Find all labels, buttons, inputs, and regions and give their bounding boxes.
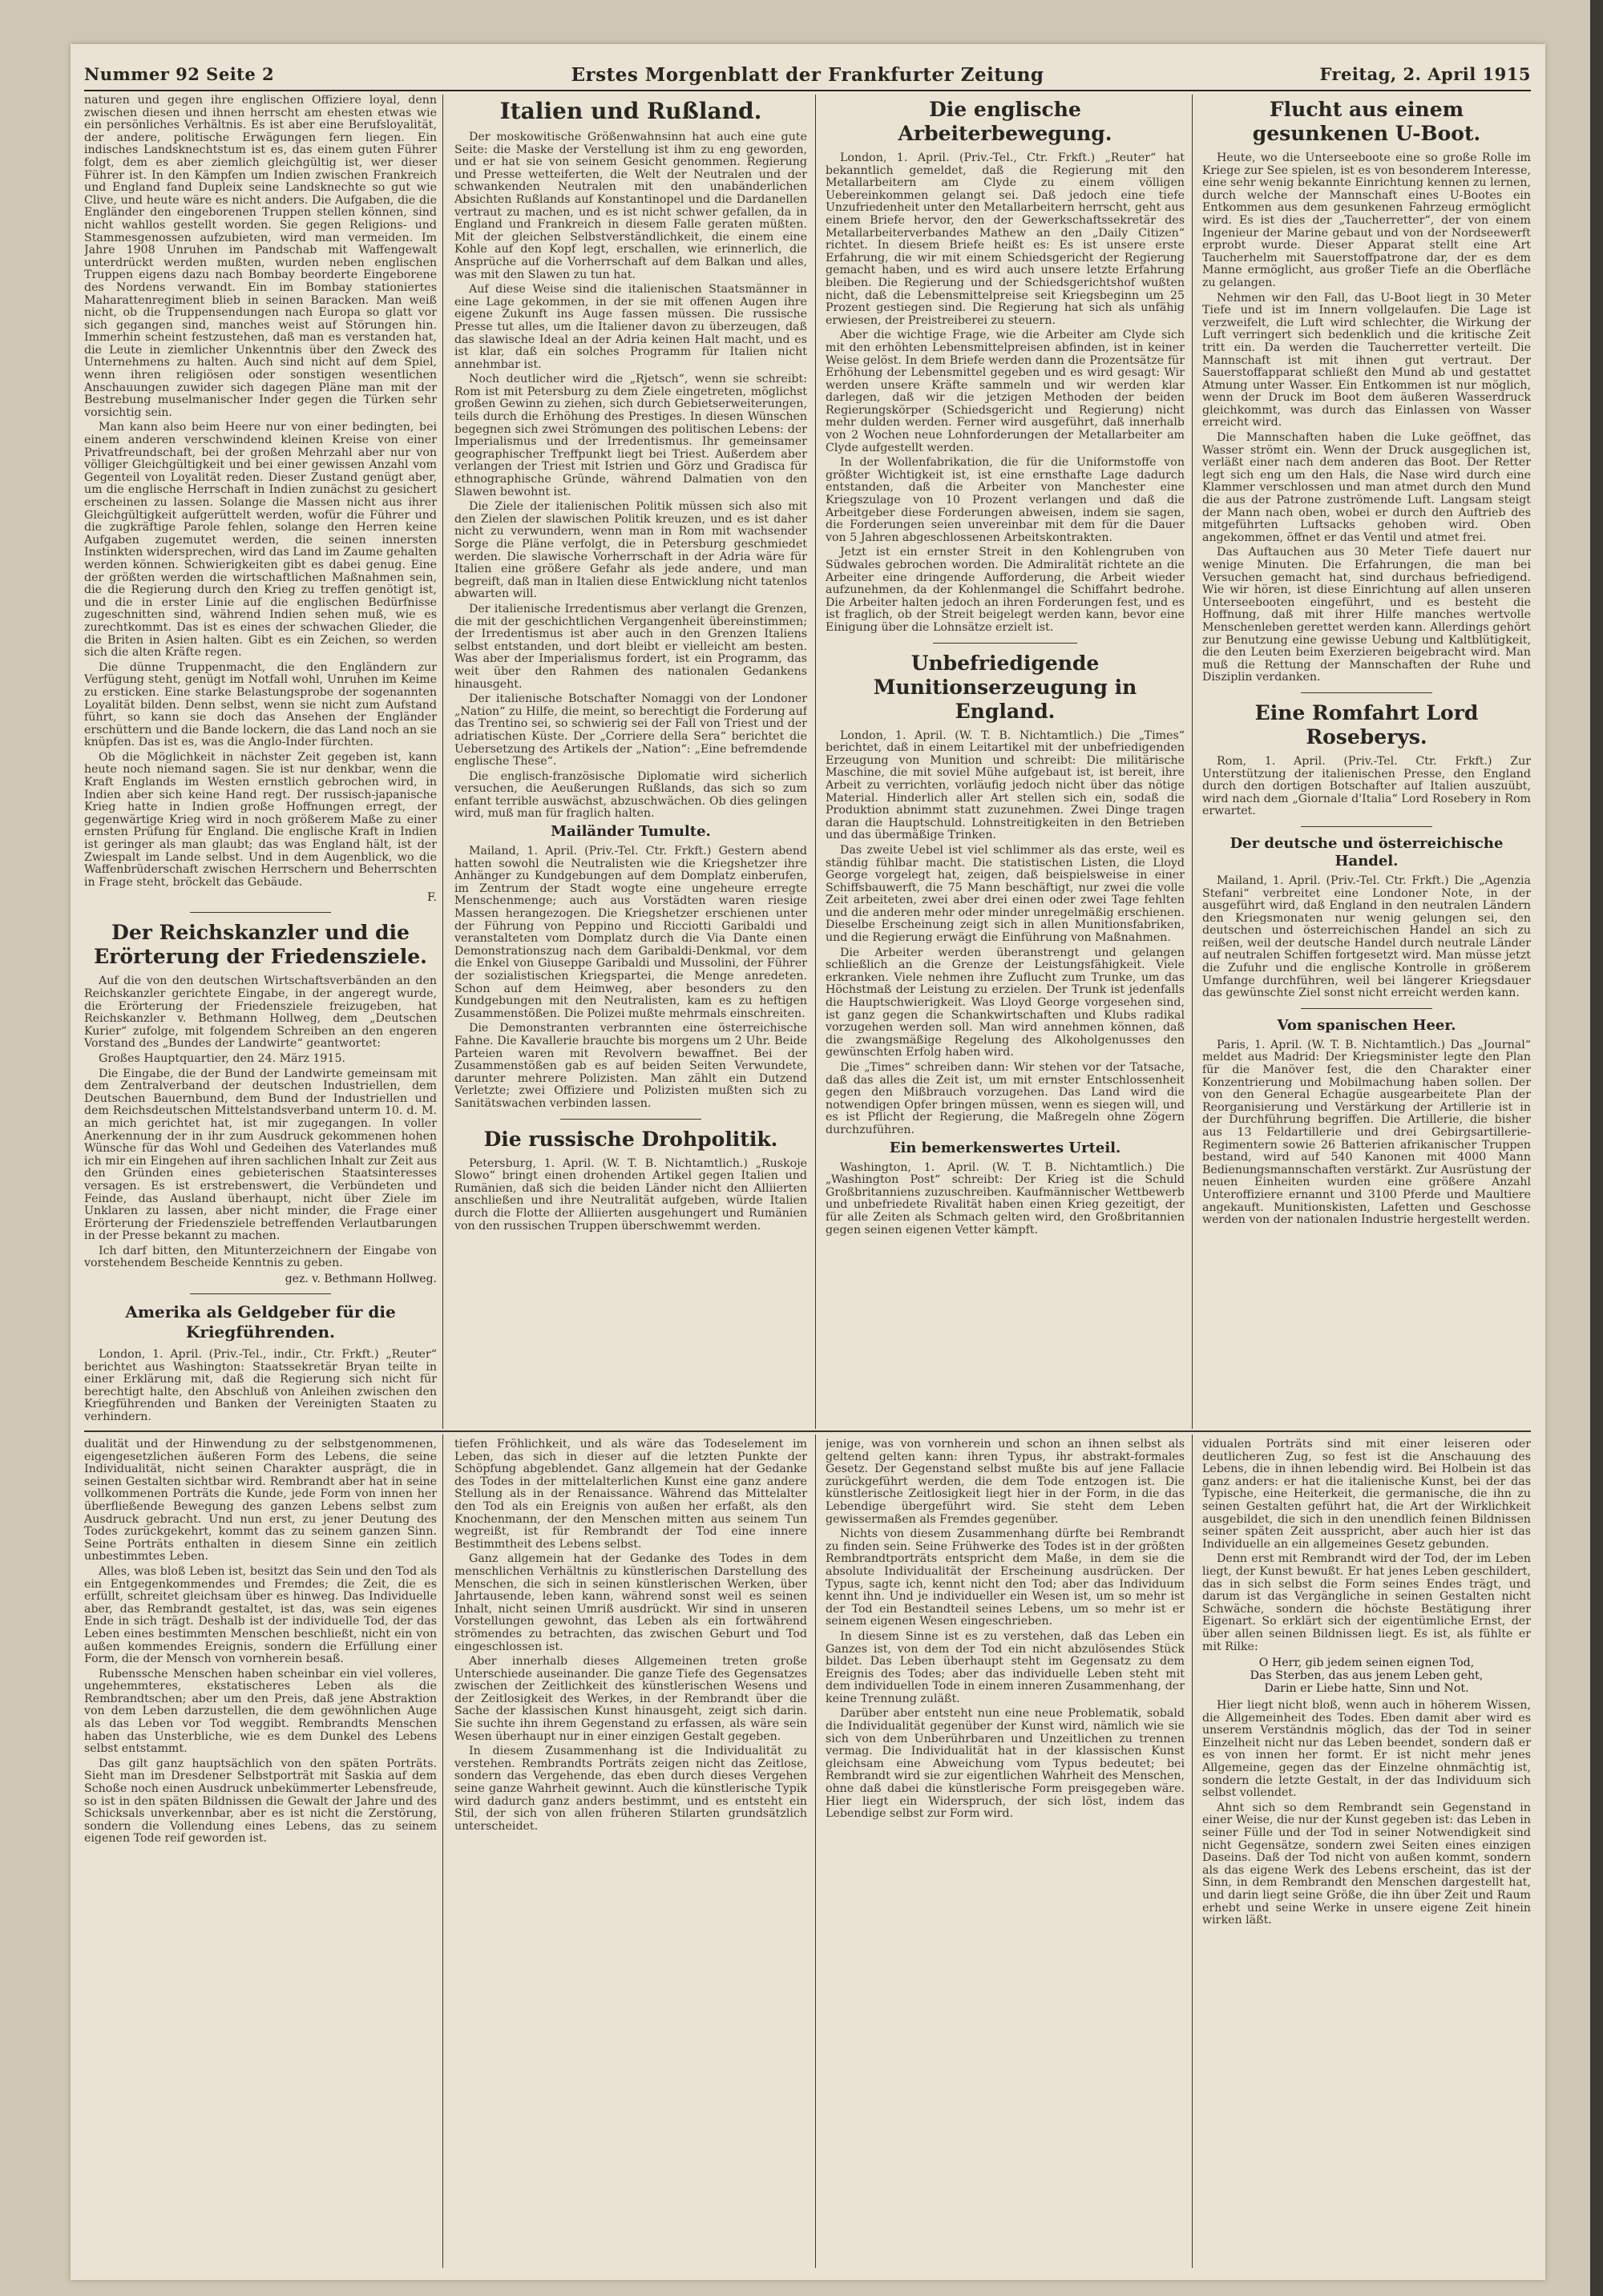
- body-paragraph: Jetzt ist ein ernster Streit in den Kohlengruben von Südwales gebrochen worden. Die Admiralität richtete an die Arbeiter eine dringende Aufforderung, die Arbeit wieder aufzunehmen, da der Kohlenmangel die Schiffahrt bedrohe. Die Arbeiter halten jedoch an ihren Forderungen fest, und es ist fraglich, ob der Streit beigelegt werden kann, bevor eine Einigung über die Lohnsätze erzielt ist.: [826, 546, 1185, 634]
- verse-line: Darin er Liebe hatte, Sinn und Not.: [1264, 1682, 1469, 1696]
- newspaper-title: Erstes Morgenblatt der Frankfurter Zeitung: [571, 64, 1044, 86]
- body-paragraph: Das gilt ganz hauptsächlich von den späten Porträts. Sieht man im Dresdener Selbstporträt mit Saskia auf dem Schoße noch einen Ausdruck unbekümmerter Lebensfreude, so ist in den späten Bildnissen die Gewalt der Jahre und des Schicksals unverkennbar, aber es ist nicht die Zerstörung, sondern die Vollendung eines Lebens, das zu seinem eigenen Tode reif geworden ist.: [84, 1757, 437, 1846]
- body-paragraph: vidualen Porträts sind mit einer leiseren oder deutlicheren Zug, so fest ist die Anschauung des Lebens, die in ihnen lebendig wird. Bei Holbein ist das ganz anders: er hat die italienische Kunst, bei der das Typische, eine Heiterkeit, die germanische, die ihn zu seinen Gestalten geführt hat, die Art der Wirklichkeit ausgebildet, die sich in den unendlich feinen Bildnissen seiner späten Zeit ausspricht, aber auch hier ist das Individuelle an ein allgemeines Gesetz gebunden.: [1202, 1439, 1531, 1551]
- column-3: [826, 95, 1185, 1429]
- column-1: [84, 95, 437, 1429]
- body-paragraph: Alles, was bloß Leben ist, besitzt das Sein und den Tod als ein Entgegenkommendes und Fremdes; die Zeit, die es erfüllt, schreitet gleichsam über es hinweg. Das Individuelle aber, das Rembrandt gestaltet, ist das, was sein eigenes Ende in sich trägt. Deshalb ist der individuelle Tod, der das Leben eines bestimmten Menschen beschließt, nicht ein von außen kommendes Ereignis, sondern die Erfüllung einer Form, die der Mensch von vornherein besaß.: [84, 1564, 437, 1666]
- body-paragraph: Nehmen wir den Fall, das U-Boot liegt in 30 Meter Tiefe und ist im Innern vollgelaufen. Die Lage ist verzweifelt, die Luft wird schlechter, die Wirkung der Luft verringert sich bedenklich und die kritische Zeit tritt ein. Da werden die Taucherretter verteilt. Die Mannschaft ist mit ihnen gut vertraut. Der Sauerstoffapparat schließt den Mund ab und gestattet Atmung unter Wasser. Ein Entkommen ist nur möglich, wenn der Druck im Boot dem äußeren Wasserdruck gleichkommt, was durch das Einlassen von Wasser erreicht wird.: [1202, 291, 1531, 430]
- separator: [1301, 1008, 1432, 1009]
- body-paragraph: Die dünne Truppenmacht, die den Engländern zur Verfügung steht, genügt im Notfall wohl, Unruhen im Keime zu ersticken. Eine starke Belastungsprobe der sogenannten Loyalität bilden. Denn selbst, wenn sie nicht zum Aufstand führt, so kann sie doch das Ansehen der Engländer erschüttern und die Bande lockern, die das Land noch an sie knüpfen. Das ist es, was die Anglo-Inder fürchten.: [84, 660, 437, 749]
- page-edge: [1590, 0, 1603, 2296]
- separator: [1301, 826, 1432, 827]
- body-paragraph: Heute, wo die Unterseeboote eine so große Rolle im Kriege zur See spielen, ist es von besonderem Interesse, eine sehr wenig bekannte Einrichtung kennen zu lernen, durch welche der Mannschaft eines U-Bootes ein Entkommen aus dem gesunkenen Fahrzeug ermöglicht wird. Es ist dies der „Taucherretter“, der von einem Ingenieur der Marine gebaut und von der Nordseewerft erprobt wurde. Dieser Apparat stellt eine Art Taucherhelm mit Sauerstoffpatrone dar, der es dem Manne ermöglicht, aus großer Tiefe an die Oberfläche zu gelangen.: [1202, 151, 1531, 289]
- body-paragraph: Auf diese Weise sind die italienischen Staatsmänner in eine Lage gekommen, in der sie mit offenen Augen ihre eigene Zukunft ins Auge fassen müssen. Die russische Presse tut alles, um die Italiener davon zu überzeugen, daß das slawische Ideal an der Adria keinen Halt macht, und es ist klar, daß ein solches Programm für Italien nicht annehmbar ist.: [454, 283, 807, 371]
- body-paragraph: Die Demonstranten verbrannten eine österreichische Fahne. Die Kavallerie brauchte bis morgens um 2 Uhr. Beide Parteien waren mit Revolvern bewaffnet. Bei der Zusammenstößen gab es auf beiden Seiten Verwundete, darunter mehrere Polizisten. Man zählt ein Dutzend Verletzte; zwei Offiziere und Polizisten mußten sich zu Sanitätswachen verbinden lassen.: [454, 1022, 807, 1110]
- body-paragraph: jenige, was von vornherein und schon an ihnen selbst als geltend gelten kann: ihren Typus, ihr abstrakt-formales Gesetz. Der Gegenstand selbst mußte bis auf jene Fallacie zurückgeführt werden, die dem Tode entzogen ist. Die künstlerische Zeitlosigkeit liegt hier in der Form, in die das Lebendige übergeführt wird. Sie steht dem Leben gewissermaßen als Fremdes gegenüber.: [826, 1439, 1185, 1526]
- author-initial: F.: [427, 891, 437, 905]
- body-paragraph: Petersburg, 1. April. (W. T. B. Nichtamtlich.) „Ruskoje Slowo“ bringt einen drohenden Artikel gegen Italien und Rumänien, daß sich die beiden Länder nicht den Alliierten anschließen und ihre Neutralität aufgeben, würde Italien durch die Flotte der Alliierten ausgehungert und Rumänien von den russischen Truppen überschwemmt werden.: [454, 1156, 807, 1233]
- poem-quote: [1202, 1656, 1531, 1695]
- separator: [190, 912, 331, 913]
- issue-number: Nummer 92 Seite 2: [84, 64, 275, 84]
- column-rule: [1192, 95, 1193, 1429]
- article-subheading: Vom spanischen Heer.: [1277, 1016, 1456, 1034]
- feuilleton-column-2: [454, 1439, 807, 2264]
- body-paragraph: Mailand, 1. April. (Priv.-Tel. Ctr. Frkft.) Die „Agenzia Stefani“ verbreitet eine Londoner Note, in der ausgeführt wird, daß England in den neutralen Ländern den Kriegsmonaten nur wenig gelungen sei, den deutschen und österreichischen Handel an sich zu reißen, weil der deutsche Handel durch neutrale Länder auf neutralen Schiffen fortgesetzt wird. Man müsse jetzt die Zufuhr und die englische Kontrolle in größerem Umfange durchführen, weil bei längerer Kriegsdauer das gewünschte Ziel sonst nicht erreicht werden kann.: [1202, 874, 1531, 1000]
- feuilleton-column-1: [84, 1439, 437, 2264]
- body-paragraph: Aber die wichtige Frage, wie die Arbeiter am Clyde sich mit den erhöhten Lebensmittelpreisen abfinden, ist in keiner Weise gelöst. In dem Briefe werden dann die Prozentsätze für Erhöhung der Lebensmittel gegeben und es wird gesagt: Wir werden unsere Kräfte sammeln und wir werden klar darlegen, daß wir die jetzigen Methoden der beiden Regierungskörper (Schiedsgericht und Regierung) nicht mehr dulden werden. Ferner wird ausgeführt, daß innerhalb von 2 Wochen neue Lohnforderungen der Metallarbeiter am Clyde aufgestellt werden.: [826, 329, 1185, 454]
- feuilleton-column-3: [826, 1439, 1185, 2264]
- body-paragraph: Die Eingabe, die der Bund der Landwirte gemeinsam mit dem Zentralverband der deutschen Industriellen, dem Deutschen Bauernbund, dem Bund der Industriellen und dem Reichsdeutschen Mittelstandsverband unterm 10. d. M. an mich gerichtet hat, ist mir zugegangen. In voller Anerkennung der in ihr zum Ausdruck gekommenen hohen Wünsche für das Wohl und Gedeihen des Vaterlandes muß ich mir ein Eingehen auf ihren sachlichen Inhalt zur Zeit aus den Gründen eines gebieterischen Staatsinteresses versagen. Es ist erstrebenswert, die Verbündeten und Feinde, das Ausland überhaupt, nicht über Ziele im Unklaren zu lassen, aber nicht minder, die Frage einer Erörterung der Friedensziele betreffenden Verlautbarungen in der Presse bekannt zu machen.: [84, 1067, 437, 1243]
- article-heading: Der Reichskanzler und die Erörterung der Friedensziele.: [94, 921, 427, 969]
- body-paragraph: Mailand, 1. April. (Priv.-Tel. Ctr. Frkft.) Gestern abend hatten sowohl die Neutralisten wie die Kriegshetzer ihre Anhänger zu Kundgebungen auf dem Domplatz einberufen, im Zentrum der Stadt wogte eine ungeheure erregte Menschenmenge; auch aus Vorstädten waren riesige Massen herangezogen. Die Kriegshetzer erschienen unter der Führung von Peppino und Ricciotti Garibaldi und veranstalteten vom Domplatz durch die Via Dante einen Demonstrationszug nach dem Garibaldi-Denkmal, vor dem die Enkel von Giuseppe Garibaldi und Mussolini, der Führer der sozialistischen Kriegspartei, die Menge anredeten. Schon auf dem Heimweg, aber besonders zu den Kundgebungen mit den Neutralisten, kam es zu heftigen Zusammenstößen. Die Polizei mußte mehrmals einschreiten.: [454, 845, 807, 1020]
- body-paragraph: tiefen Fröhlichkeit, und als wäre das Todeselement im Leben, das sich in dieser auf die letzten Punkte der Schöpfung abgeblendet. Ganz allgemein hat der Gedanke des Todes in der mittelalterlichen Kunst eine ganz andere Stellung als in der Renaissance. Während das Mittelalter den Tod als ein Ereignis von außen her erfaßt, als den Knochenmann, der den Menschen mitten aus seinem Tun wegreißt, ist für Rembrandt der Tod eine innere Bestimmtheit des Lebens selbst.: [454, 1439, 807, 1551]
- body-paragraph: London, 1. April. (W. T. B. Nichtamtlich.) Die „Times“ berichtet, daß in einem Leitartikel mit der unbefriedigenden Erzeugung von Munition und schreibt: Die militärische Maschine, die mit soviel Mühe aufgebaut ist, ist bereit, ihre Arbeit zu verrichten, vorläufig jedoch nicht über das nötige Material. Hinderlich aller Art stellen sich ein, sodaß die Produktion abnimmt statt zuzunehmen. Zwei Dinge tragen daran die Hauptschuld. Lohnstreitigkeiten in den Betrieben und das übermäßige Trinken.: [826, 728, 1185, 842]
- body-paragraph: Nichts von diesem Zusammenhang dürfte bei Rembrandt zu finden sein. Seine Frühwerke des Todes ist in der größten Rembrandtporträts entspricht dem Maße, in dem sie die absolute Individualität der Erscheinung ausdrücken. Der Typus, sagte ich, kennt nicht den Tod; aber das Individuum kennt ihn. Und je individueller ein Wesen ist, um so mehr ist der Tod ein Bestandteil seines Lebens, um so mehr ist er seinem eigenen Wesen eingeschrieben.: [826, 1527, 1185, 1628]
- body-paragraph: Washington, 1. April. (W. T. B. Nichtamtlich.) Die „Washington Post“ schreibt: Der Krieg ist die Schuld Großbritanniens zuzuschreiben. Kaufmännischer Wettbewerb und unbefriedete Rivalität haben einen Krieg gezeitigt, der für alle Zeiten als Schmach gelten wird, den Großbritannien gegen seinen eigenen Vetter kämpft.: [826, 1160, 1185, 1237]
- article-heading: Die englische Arbeiterbewegung.: [898, 98, 1112, 145]
- body-paragraph: London, 1. April. (Priv.-Tel., Ctr. Frkft.) „Reuter“ hat bekanntlich gemeldet, daß die Regierung mit den Metallarbeitern am Clyde zu einem völligen Uebereinkommen gelangt sei. Daß jedoch eine tiefe Unzufriedenheit unter den Metallarbeitern herrscht, geht aus einem Briefe hervor, den der Gewerkschaftssekretär des Metallarbeiterverbandes Mathew an den „Daily Citizen“ richtet. In diesem Briefe heißt es: Es ist unsere erste Erfahrung, die wir mit einem Schiedsgericht der Regierung gemacht haben, und es wird auch unsere letzte Erfahrung bleiben. Die Regierung und der Schiedsgerichtshof wußten nicht, daß die Lebensmittelpreise seit Kriegsbeginn um 25 Prozent gestiegen sind. Die Regierung hat sich als unfähig erwiesen, der Preistreiberei zu steuern.: [826, 151, 1185, 327]
- article-heading: Amerika als Geldgeber für die Kriegführenden.: [125, 1302, 396, 1342]
- article-heading: Italien und Rußland.: [499, 98, 762, 124]
- column-rule: [815, 1434, 816, 2268]
- body-paragraph: Großes Hauptquartier, den 24. März 1915.: [99, 1051, 345, 1065]
- body-paragraph: Die englisch-französische Diplomatie wird sicherlich versuchen, die Aeußerungen Rußlands, das sich so zum enfant terrible auswächst, abzuschwächen. Ob dies gelingen wird, muß man für fraglich halten.: [454, 769, 807, 821]
- body-paragraph: London, 1. April. (Priv.-Tel., indir., Ctr. Frkft.) „Reuter“ berichtet aus Washington: Staatssekretär Bryan teilte in einer Erklärung mit, daß die Regierung sich nicht für berechtigt halte, den Abschluß von Anleihen zwischen den Kriegführenden und Banken der Vereinigten Staaten zu verhindern.: [84, 1348, 437, 1424]
- masthead: [84, 63, 1531, 91]
- article-heading: Die russische Drohpolitik.: [483, 1127, 778, 1151]
- body-paragraph: Die Ziele der italienischen Politik müssen sich also mit den Zielen der slawischen Politik kreuzen, und es ist daher nicht zu verwundern, wenn man in Rom mit wachsender Sorge die Pläne verfolgt, die in Petersburg geschmiedet werden. Die slawische Vorherrschaft in der Adria wäre für Italien eine größere Gefahr als jede andere, und man begreift, daß man in Italien diese Entwicklung nicht tatenlos abwarten will.: [454, 500, 807, 601]
- body-paragraph: Der italienische Botschafter Nomaggi von der Londoner „Nation“ zu Hilfe, die meint, so berechtigt die Forderung auf das Trentino sei, so schwierig sei der Fall von Triest und der adriatischen Küste. Der „Corriere della Sera“ berichtet die Uebersetzung des Artikels der „Nation“: „Eine befremdende englische These“.: [454, 692, 807, 769]
- separator: [560, 1119, 701, 1120]
- body-paragraph: Denn erst mit Rembrandt wird der Tod, der im Leben liegt, der Kunst bewußt. Er hat jenes Leben geschildert, das in sich selbst die Form seines Endes trägt, und darum ist das Vergängliche in seinen Gestalten nicht Schwäche, sondern die höchste Bestätigung ihrer Eigenart. So erklärt sich der eigentümliche Ernst, der über allen seinen Bildnissen liegt. Es ist, als fühlte er mit Rilke:: [1202, 1552, 1531, 1653]
- body-paragraph: Rubenssche Menschen haben scheinbar ein viel volleres, ungehemmteres, ekstatischeres Leben als die Rembrandtschen; aber um den Preis, daß jene Abstraktion von dem Leben darzustellen, die dem gewöhnlichen Auge als das Leben vor Tod weggibt. Rembrandts Menschen haben das Unsterbliche, wie es dem Dunkel des Lebens selbst entstammt.: [84, 1667, 437, 1756]
- body-paragraph: Das zweite Uebel ist viel schlimmer als das erste, weil es ständig fühlbar macht. Die statistischen Listen, die Lloyd George vorgelegt hat, zeigen, daß beispielsweise in einer Schiffsbauwerft, die 75 Mann beschäftigt, nur zwei die volle Zeit arbeiteten, zwei aber drei einen oder zwei Tage fehlten und die anderen mehr oder minder unregelmäßig erschienen. Dieselbe Erscheinung zeigt sich in allen Munitionsfabriken, und die Regierung erwägt die Einführung von Maßnahmen.: [826, 843, 1185, 945]
- article-heading: Flucht aus einem gesunkenen U-Boot.: [1252, 98, 1481, 145]
- body-paragraph: dualität und der Hinwendung zu der selbstgenommenen, eigengesetzlichen äußeren Form des Lebens, die seine Individualität, nicht seinen Charakter ausprägt, die in seinen Gestalten sichtbar wird. Rembrandt aber hat in seine vollkommenen Porträts die Kunde, jede Form von innen her überfließende Bewegung des ganzen Lebens selbst zum Ausdruck gebracht. Und nun erst, zu jener Deutung des Todes zurückgekehrt, kommt das zu seinem ganzen Sinn. Seine Porträts enthalten in diesem Sinne ein zeitlich unbestimmtes Leben.: [84, 1439, 437, 1564]
- body-paragraph: Der moskowitische Größenwahnsinn hat auch eine gute Seite: die Maske der Verstellung ist ihm zu eng geworden, und er hat sie von seinem Gesicht genommen. Regierung und Presse wetteiferten, die Welt der Neutralen und der schwankenden Neutralen mit den unabänderlichen Absichten Rußlands auf Konstantinopel und die Dardanellen vertraut zu machen, und es ist nicht schwer gefallen, da in England und Frankreich in diesem Falle geraten müßten. Mit der gleichen Selbstverständlichkeit, die einem eine Kohle auf den Kopf legt, erschallen, wie erinnerlich, die Ansprüche auf die Vorherrschaft auf dem Balkan und alles, was mit den Slawen zu tun hat.: [454, 131, 807, 281]
- body-paragraph: Rom, 1. April. (Priv.-Tel. Ctr. Frkft.) Zur Unterstützung der italienischen Presse, den England durch den dortigen Botschafter auf Italien auszuübt, wird nach dem „Giornale d'Italia“ Lord Rosebery in Rom erwartet.: [1202, 754, 1531, 818]
- body-paragraph: Das Auftauchen aus 30 Meter Tiefe dauert nur wenige Minuten. Die Erfahrungen, die man bei Versuchen gemacht hat, sind durchaus befriedigend. Wie wir hören, ist diese Einrichtung auf allen unseren Unterseebooten eingeführt, und es besteht die Hoffnung, daß mit ihrer Hilfe manches wertvolle Menschenleben gerettet werden kann. Allerdings gehört zur Benutzung eine gewisse Uebung und Kaltblütigkeit, die den Leuten beim Exerzieren beigebracht wird. Man muß die Rettung der Mannschaften der Ruhe und Disziplin verdanken.: [1202, 546, 1531, 684]
- separator: [1301, 692, 1432, 693]
- body-paragraph: Man kann also beim Heere nur von einer bedingten, bei einem anderen verschwindend kleinen Kreise von einer Privatfreundschaft, bei der großen Mehrzahl aber nur von völliger Gleichgültigkeit und bei einer gewissen Anzahl vom Gegenteil von Loyalität reden. Dieser Zustand genügt aber, um die englische Herrschaft in Indien zunächst zu gesichert erscheinen zu lassen. Solange die Massen nicht aus ihrer Gleichgültigkeit aufgerüttelt werden, wofür die Führer und die zugkräftige Parole fehlen, solange den Herren keine Aufgaben zugemutet werden, die seinen innersten Instinkten widersprechen, wird das Land im Zaume gehalten werden können. Schwierigkeiten gibt es dabei genug. Eine der größten werden die wirtschaftlichen Maßnahmen sein, die die Regierung durch den Krieg zu treffen genötigt ist, und die in erster Linie auf die englischen Bedürfnisse zugeschnitten sind, während Indien sehen muß, wie es zurechtkommt. Das ist es eines der schwachen Glieder, die die Briten in Asien halten. Gibt es ein Zeichen, so werden sich die alten Kräfte regen.: [84, 421, 437, 660]
- body-paragraph: Die Mannschaften haben die Luke geöffnet, das Wasser strömt ein. Wenn der Druck ausgeglichen ist, verläßt einer nach dem anderen das Boot. Der Retter legt sich eng um den Hals, die Nase wird durch eine Klammer verschlossen und man atmet durch den Mund die aus der Patrone zuströmende Luft. Langsam steigt der Mann nach oben, wobei er durch den Auftrieb des mitgeführten Luftsacks gehoben wird. Oben angekommen, öffnet er das Ventil und atmet frei.: [1202, 431, 1531, 544]
- body-paragraph: In diesem Zusammenhang ist die Individualität zu verstehen. Rembrandts Porträts zeigen nicht das Zeitlose, sondern das Vergehende, das eben durch dieses Vergehen seine ganze Wahrheit gewinnt. Auch die künstlerische Typik wird dadurch ganz anders bestimmt, und es entsteht ein Stil, der sich von allen früheren Stilarten grundsätzlich unterscheidet.: [454, 1745, 807, 1833]
- body-paragraph: Ganz allgemein hat der Gedanke des Todes in dem menschlichen Verhältnis zu künstlerischen Darstellung des Menschen, die sich in seinen künstlerischen Werken, über Jahrtausende, leben kann, während sonst weil es seinen Inhalt, nicht seinen Umriß ausdrückt. Wir sind in unseren Vorstellungen gewohnt, das Leben als ein fortwährend strömendes zu betrachten, das zwischen Geburt und Tod eingeschlossen ist.: [454, 1552, 807, 1653]
- issue-date: Freitag, 2. April 1915: [1319, 64, 1531, 84]
- body-paragraph: In der Wollenfabrikation, die für die Uniformstoffe von größter Wichtigkeit ist, ist eine ernsthafte Lage dadurch entstanden, daß die Arbeiter von Manchester eine Kriegszulage von 10 Prozent verlangen und daß die Arbeitgeber diese Forderungen abweisen, indem sie sagen, die Forderungen seien unvereinbar mit dem für die Dauer von 5 Jahren abgeschlossenen Arbeitskontrakten.: [826, 456, 1185, 544]
- column-rule: [1192, 1434, 1193, 2268]
- body-paragraph: Hier liegt nicht bloß, wenn auch in höherem Wissen, die Allgemeinheit des Todes. Eben damit aber wird es unserem Verständnis möglich, das der Tod in seiner Einzelheit nicht nur das Leben beendet, sondern daß er es von innen her formt. Er ist nicht mehr jenes Allgemeine, gegen das der Einzelne ohnmächtig ist, sondern die letzte Gestalt, in der das Individuum sich selbst vollendet.: [1202, 1699, 1531, 1800]
- feuilleton-column-4: [1202, 1439, 1531, 2264]
- body-paragraph: Darüber aber entsteht nun eine neue Problematik, sobald die Individualität gegenüber der Kunst wird, nämlich wie sie sich von dem Unberührbaren und Unzeitlichen zu trennen vermag. Die Individualität hat in der klassischen Kunst gleichsam eine Abweichung vom Typus bedeutet; bei Rembrandt wird sie zur eigentlichen Wahrheit des Menschen, ohne daß dabei die künstlerische Form preisgegeben wäre. Hier liegt ein Widerspruch, der sich löst, indem das Lebendige selbst zur Form wird.: [826, 1707, 1185, 1821]
- body-paragraph: Paris, 1. April. (W. T. B. Nichtamtlich.) Das „Journal“ meldet aus Madrid: Der Kriegsminister legte den Plan für die Manöver fest, die den Charakter einer Konzentrierung und Mobilmachung haben sollen. Der von den General Echagüe ausgearbeitete Plan der Reorganisierung und Verstärkung der Artillerie ist in der Durchführung begriffen. Die Artillerie, die bisher aus 13 Feldartillerie und drei Gebirgsartillerie-Regimentern sowie 26 Batterien afrikanischer Truppen bestand, wird auf 540 Kanonen mit 4000 Mann Bedienungsmannschaften verstärkt. Zur Ausrüstung der neuen Einheiten wurden eine größere Anzahl Unteroffiziere ernannt und 3100 Pferde und Maultiere angekauft. Munitionskisten, Lafetten und Geschosse werden von der nationalen Industrie hergestellt werden.: [1202, 1038, 1531, 1227]
- body-paragraph: Noch deutlicher wird die „Rjetsch“, wenn sie schreibt: Rom ist mit Petersburg zu dem Ziele eingetreten, möglichst großen Gewinn zu ziehen, sich durch Gebietserweiterungen, teils durch die Erhöhung des Prestiges. In diesen Wünschen begegnen sich zwei Strömungen des politischen Lebens: der Imperialismus und der Irredentismus. Ihr gemeinsamer geographischer Treffpunkt liegt bei Triest. Außerdem aber verlangen der Triest mit Istrien und Görz und Gradisca für ethnographische Gründe, während Dalmatien von den Slawen bewohnt ist.: [454, 373, 807, 498]
- body-paragraph: Aber innerhalb dieses Allgemeinen treten große Unterschiede auseinander. Die ganze Tiefe des Gegensatzes zwischen der Zeitlichkeit des künstlerischen Wesens und der Zeitlosigkeit des Werkes, in der Rembrandt über die Sache der klassischen Kunst hinausgeht, zeigt sich darin. Sie suchte ihn ihrem Gegenstand zu erfassen, als wäre sein Wesen überhaupt nur in einer einzigen Gestalt gegeben.: [454, 1655, 807, 1743]
- column-2: [454, 95, 807, 1429]
- separator: [933, 643, 1076, 644]
- column-rule: [442, 1434, 443, 2268]
- verse-line: Das Sterben, das aus jenem Leben geht,: [1250, 1669, 1484, 1683]
- body-paragraph: In diesem Sinne ist es zu verstehen, daß das Leben ein Ganzes ist, von dem der Tod ein nicht abzulösendes Stück bildet. Das Leben überhaupt steht im Gegensatz zu dem Ereignis des Todes; aber das individuelle Leben steht mit dem individuellen Tode in einem inneren Zusammenhang, der keine Trennung zuläßt.: [826, 1629, 1185, 1705]
- column-rule: [815, 95, 816, 1429]
- body-paragraph: Die „Times“ schreiben dann: Wir stehen vor der Tatsache, daß das alles die Zeit ist, um mit ernster Entschlossenheit gegen den Mißbrauch vorzugehen. Das Land wird die notwendigen Opfer bringen müssen, wenn es siegen will, und es ist Pflicht der Regierung, die Maßregeln ohne Zögern durchzuführen.: [826, 1061, 1185, 1136]
- article-heading: Eine Romfahrt Lord Roseberys.: [1254, 700, 1479, 749]
- separator: [190, 1293, 331, 1294]
- article-subheading: Der deutsche und österreichische Handel.: [1230, 834, 1504, 870]
- article-heading: Unbefriedigende Munitionserzeugung in England.: [873, 651, 1137, 723]
- column-rule: [442, 95, 443, 1429]
- verse-line: O Herr, gib jedem seinen eignen Tod,: [1258, 1656, 1475, 1670]
- signature: gez. v. Bethmann Hollweg.: [285, 1273, 437, 1286]
- body-paragraph: Auf die von den deutschen Wirtschaftsverbänden an den Reichskanzler gerichtete Eingabe, in der angeregt wurde, die Erörterung der Friedensziele freizugeben, hat Reichskanzler v. Bethmann Hollweg, dem „Deutschen Kurier“ zufolge, mit folgendem Schreiben an den engeren Vorstand des „Bundes der Landwirte“ geantwortet:: [84, 974, 437, 1051]
- body-paragraph: Ahnt sich so dem Rembrandt sein Gegenstand in einer Weise, die nur der Kunst gegeben ist: das Leben in seiner Fülle und der Tod in seiner Notwendigkeit sind nicht Gegensätze, sondern zwei Seiten eines einzigen Daseins. Daß der Tod nicht von außen kommt, sondern als das eigene Werk des Lebens erscheint, das ist der Sinn, in dem Rembrandt den Menschen dargestellt hat, und darin liegt seine Größe, die ihn über Zeit und Raum erhebt und seine Werke in unsere eigene Zeit hinein wirken läßt.: [1202, 1801, 1531, 1927]
- column-4: [1202, 95, 1531, 1429]
- body-paragraph: naturen und gegen ihre englischen Offiziere loyal, denn zwischen diesen und ihnen herrscht am ehesten etwas wie ein persönliches Verhältnis. Es ist aber eine Berufsloyalität, der andere, politische Erwägungen fern liegen. Ein indisches Landsknechtstum ist es, das einem guten Führer folgt, dem es aber ziemlich gleichgültig ist, wer dieser Führer ist. In den Kämpfen um Indien zwischen Frankreich und England fand Dupleix seine Landsknechte so gut wie Clive, und heute wäre es nicht anders. Die Aufgaben, die die Engländer den eingeborenen Truppen stellen können, sind nicht wahllos gestellt worden. Sie gegen Religions- und Stammesgenossen aufzubieten, wird man vermeiden. Im Jahre 1908 Unruhen im Pandschab mit Waffengewalt unterdrückt werden mußten, wurden neben englischen Truppen eigens dazu nach Bombay beorderte Eingeborene des Nordens verwandt. Ein im Bombay stationiertes Maharattenregiment blieb in seinen Baracken. Man weiß nicht, ob die Truppensendungen nach Europa so glatt vor sich gegangen sind, manches weist auf Störungen hin. Immerhin scheint festzustehen, daß man es verstanden hat, die Leute in ziemlicher Unkenntnis über den Zweck des Unternehmens zu halten. Auch sind nicht auf dem Spiel, wenn ihren religiösen oder sonstigen wesentlichen Anschauungen zuwider sich dagegen Pläne man mit der Bestrebung muselmanischer Inder gegen die Türken sehr vorsichtig sein.: [84, 95, 437, 419]
- article-subheading: Ein bemerkenswertes Urteil.: [889, 1139, 1121, 1156]
- body-paragraph: Ob die Möglichkeit in nächster Zeit gegeben ist, kann heute noch niemand sagen. Sie ist nur denkbar, wenn die Kraft Englands im Westen ernstlich gebrochen wird, in Indien aber sich keine Hand regt. Der russisch-japanische Krieg hatte in Indien große Hoffnungen erregt, der gegenwärtige Krieg wird in noch größerem Maße zu einer ernsten Prüfung für England. Die englische Kraft in Indien ist geringer als man glaubt; das was England hält, ist der Zwiespalt im Lande selbst. Und in dem Augenblick, wo die Waffenbrüderschaft zwischen Herrschern und Beherrschten in Frage steht, bröckelt das Gebäude.: [84, 750, 437, 889]
- body-paragraph: Die Arbeiter werden überanstrengt und gelangen schließlich an die Grenze der Leistungsfähigkeit. Viele erkranken. Viele nehmen ihre Zuflucht zum Trunke, um das Höchstmaß der Leistung zu erzielen. Der Trunk ist jedenfalls die Hauptschwierigkeit. Was Lloyd George vorgesehen sind, ist ganz gegen die Schankwirtschaften und Klubs radikal vorzugehen werden soll. Man wird annehmen können, daß die zwangsmäßige Regelung des Alkoholgenusses den gewünschten Erfolg haben wird.: [826, 946, 1185, 1059]
- feuilleton-rule: [84, 1430, 1531, 1432]
- article-subheading: Mailänder Tumulte.: [551, 823, 711, 841]
- body-paragraph: Der italienische Irredentismus aber verlangt die Grenzen, die mit der geschichtlichen Vergangenheit übereinstimmen; der Irredentismus ist aber auch in den Grenzen Italiens selbst entstanden, und dort bleibt er vielleicht am besten. Was aber der Imperialismus fordert, ist ein Programm, das weit über den Rahmen des nationalen Gedankens hinausgeht.: [454, 602, 807, 691]
- body-paragraph: Ich darf bitten, den Mitunterzeichnern der Eingabe von vorstehendem Bescheide Kenntnis zu geben.: [84, 1244, 437, 1270]
